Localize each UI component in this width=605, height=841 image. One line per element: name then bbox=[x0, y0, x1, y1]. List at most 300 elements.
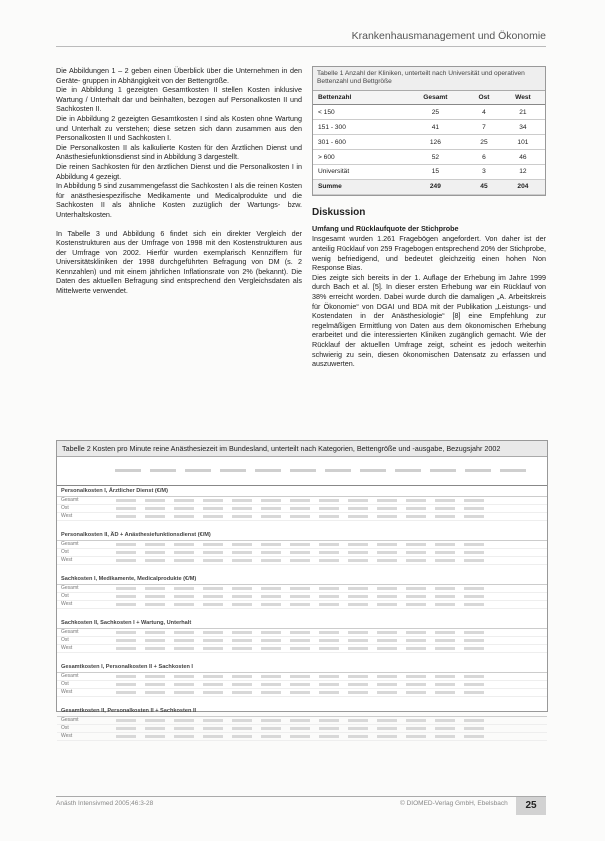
table2-cell bbox=[406, 587, 426, 590]
table-row bbox=[57, 673, 547, 681]
table2-cell bbox=[261, 543, 281, 546]
table2-cell bbox=[319, 559, 339, 562]
table1-header: Bettenzahl bbox=[313, 91, 404, 105]
table-cell: > 600 bbox=[313, 150, 404, 165]
table-cell: 301 - 600 bbox=[313, 135, 404, 150]
table2-cell bbox=[406, 675, 426, 678]
paragraph: Dies zeigte sich bereits in der 1. Auflage der Erhebung im Jahre 1999 durch Bach et al. [5]. In dieser ersten Erhebung war ein Rücklauf von 38% erreicht worden. Dabei wurde durch die damaligen „A. Arbeitskreis für Ökonomie“ von DGAI und BDA mit der Publikation „Leistungs- und Kostendaten in der Anästhesiologie“ [8] eine Empfehlung zur regelmäßigen Ermittlung von Daten aus dem ökonomischen Erhebung erarbeitet und die interessierten Kliniken zugänglich gemacht. Wie der Rücklauf der aktuellen Umfrage zeigt, scheint es jedoch weiterhin schwierig zu sein, diesen ökonomischen Datensatz zu erfassen und auszuwerten. bbox=[312, 272, 546, 369]
table2-cell bbox=[319, 691, 339, 694]
table2-row-label: Gesamt bbox=[61, 673, 79, 679]
table2-cell bbox=[232, 691, 252, 694]
table2-cell bbox=[203, 675, 223, 678]
table2-cell bbox=[377, 515, 397, 518]
table2-cell bbox=[261, 675, 281, 678]
table2-cell bbox=[116, 735, 136, 738]
table2-cell bbox=[377, 603, 397, 606]
table2-cell bbox=[348, 587, 368, 590]
table2-cell bbox=[261, 559, 281, 562]
table2-cell bbox=[174, 631, 194, 634]
table2-cell bbox=[145, 559, 165, 562]
table2-cell bbox=[116, 587, 136, 590]
table2-cell bbox=[290, 499, 310, 502]
table2-cell bbox=[464, 507, 484, 510]
footer-citation: Anästh Intensivmed 2005;46:3-28 bbox=[56, 800, 154, 807]
table-row bbox=[57, 541, 547, 549]
table2-cell bbox=[145, 735, 165, 738]
table2-cell bbox=[145, 551, 165, 554]
table2-cell bbox=[116, 559, 136, 562]
table-row bbox=[57, 629, 547, 637]
table2-group-title: Sachkosten I, Medikamente, Medicalprodukte (€/M) bbox=[57, 575, 547, 585]
table2-cell bbox=[290, 587, 310, 590]
table2-cell bbox=[435, 727, 455, 730]
table2-cell bbox=[435, 499, 455, 502]
table2-cell bbox=[290, 691, 310, 694]
table2-cell bbox=[348, 507, 368, 510]
table2-cell bbox=[464, 639, 484, 642]
page-number: 25 bbox=[516, 797, 546, 815]
table2-cell bbox=[348, 719, 368, 722]
table2-cell bbox=[116, 603, 136, 606]
table2-row-label: Gesamt bbox=[61, 585, 79, 591]
paragraph: Die reinen Sachkosten für den ärztlichen Dienst und die Personalkosten I in Abbildung 4 gezeigt. bbox=[56, 161, 302, 181]
table-row bbox=[57, 593, 547, 601]
table-cell: 34 bbox=[501, 120, 545, 135]
table2-cell bbox=[348, 595, 368, 598]
table2-cell bbox=[232, 515, 252, 518]
table2-cell bbox=[261, 595, 281, 598]
table2-cell bbox=[290, 647, 310, 650]
table-row bbox=[313, 165, 545, 180]
table2-cell bbox=[145, 543, 165, 546]
table2-cell bbox=[435, 515, 455, 518]
table-row bbox=[57, 645, 547, 653]
table-cell: 52 bbox=[404, 150, 467, 165]
table2-row-label: Ost bbox=[61, 681, 69, 687]
table2-cell bbox=[464, 559, 484, 562]
table2-cell bbox=[319, 639, 339, 642]
table2-cell bbox=[174, 587, 194, 590]
table2-cell bbox=[232, 647, 252, 650]
table-cell: 25 bbox=[404, 105, 467, 120]
table2-cell bbox=[290, 515, 310, 518]
table-row bbox=[57, 497, 547, 505]
table2-cell bbox=[145, 603, 165, 606]
table-row bbox=[57, 733, 547, 741]
table-cell: 101 bbox=[501, 135, 545, 150]
table2-cell bbox=[290, 543, 310, 546]
table2-cell bbox=[145, 631, 165, 634]
table2-cell bbox=[464, 683, 484, 686]
table2-cell bbox=[319, 507, 339, 510]
table2-cell bbox=[435, 631, 455, 634]
table2-cell bbox=[406, 727, 426, 730]
table2-cell bbox=[203, 587, 223, 590]
table2-cell bbox=[377, 675, 397, 678]
table2-cell bbox=[464, 595, 484, 598]
table2-cell bbox=[464, 727, 484, 730]
table2-cell bbox=[435, 691, 455, 694]
table2-cell bbox=[232, 719, 252, 722]
paragraph: Die Personalkosten II als kalkulierte Kosten für den Ärztlichen Dienst und Anästhesiefunktionsdienst sind in Abbildung 3 dargestellt. bbox=[56, 142, 302, 162]
table2-cell bbox=[290, 559, 310, 562]
table2-cell bbox=[232, 735, 252, 738]
table2-cell bbox=[232, 559, 252, 562]
table2-cell bbox=[232, 499, 252, 502]
table2-cell bbox=[377, 683, 397, 686]
table2-cell bbox=[348, 559, 368, 562]
table2-cell bbox=[232, 683, 252, 686]
table2-cell bbox=[145, 595, 165, 598]
table2-cell bbox=[203, 515, 223, 518]
paragraph: Die in Abbildung 1 gezeigten Gesamtkosten II stellen Kosten inklusive Wartung / Unterhalt dar und beinhalten, bezogen auf Personalkosten II und Sachkosten II. bbox=[56, 85, 302, 114]
table2-cell bbox=[145, 515, 165, 518]
table2-cell bbox=[290, 735, 310, 738]
table2-cell bbox=[290, 507, 310, 510]
table2-cell bbox=[377, 735, 397, 738]
table2-cell bbox=[145, 499, 165, 502]
table2-cell bbox=[290, 639, 310, 642]
table2-cell bbox=[174, 735, 194, 738]
table2-row-label: Ost bbox=[61, 593, 69, 599]
table2-cell bbox=[290, 603, 310, 606]
table2-cell bbox=[145, 639, 165, 642]
table2-cell bbox=[377, 631, 397, 634]
table-cell: Summe bbox=[313, 180, 404, 195]
running-header: Krankenhausmanagement und Ökonomie bbox=[351, 30, 546, 42]
table2-cell bbox=[145, 647, 165, 650]
table2-row-label: Ost bbox=[61, 725, 69, 731]
table2-cell bbox=[348, 515, 368, 518]
table2-cell bbox=[435, 719, 455, 722]
table2-cell bbox=[377, 587, 397, 590]
table2-cell bbox=[435, 559, 455, 562]
table2-row-label: West bbox=[61, 601, 73, 607]
subsection-title: Umfang und Rücklaufquote der Stichprobe bbox=[312, 223, 459, 233]
table2-row-label: West bbox=[61, 513, 73, 519]
table2-cell bbox=[290, 683, 310, 686]
table2-cell bbox=[406, 507, 426, 510]
table2-cell bbox=[261, 631, 281, 634]
table2-cell bbox=[290, 595, 310, 598]
table2-cell bbox=[377, 719, 397, 722]
table2-cell bbox=[464, 691, 484, 694]
table2-cell bbox=[290, 675, 310, 678]
table-row bbox=[313, 105, 545, 120]
paragraph: Die Abbildungen 1 – 2 geben einen Überblick über die Unternehmen in den Geräte- gruppen in Abhängigkeit von der Bettengröße. bbox=[56, 66, 302, 85]
section-title: Diskussion bbox=[312, 207, 366, 219]
table-cell: < 150 bbox=[313, 105, 404, 120]
table2-group bbox=[57, 531, 547, 565]
table2-row-label: Gesamt bbox=[61, 717, 79, 723]
table2-cell bbox=[319, 587, 339, 590]
table2-cell bbox=[406, 719, 426, 722]
table-cell: 25 bbox=[467, 135, 501, 150]
table2-cell bbox=[319, 515, 339, 518]
table-cell: 4 bbox=[467, 105, 501, 120]
table2-cell bbox=[435, 543, 455, 546]
table-cell: 41 bbox=[404, 120, 467, 135]
table1-header: Gesamt bbox=[404, 91, 467, 105]
table-row bbox=[57, 689, 547, 697]
table2-cell bbox=[203, 507, 223, 510]
table2-cell bbox=[435, 639, 455, 642]
table-cell: 6 bbox=[467, 150, 501, 165]
table2-cell bbox=[203, 647, 223, 650]
table2-cell bbox=[174, 727, 194, 730]
table2-cell bbox=[174, 515, 194, 518]
table2-row-label: Ost bbox=[61, 637, 69, 643]
table2-row-label: West bbox=[61, 689, 73, 695]
table2-cell bbox=[464, 551, 484, 554]
table2-row-label: West bbox=[61, 645, 73, 651]
table2-cell bbox=[116, 647, 136, 650]
table2-cell bbox=[174, 507, 194, 510]
table-cell: 45 bbox=[467, 180, 501, 195]
table2-cell bbox=[203, 683, 223, 686]
table-cell: 126 bbox=[404, 135, 467, 150]
table2-cell bbox=[348, 543, 368, 546]
table2-cell bbox=[145, 727, 165, 730]
table-cell: 12 bbox=[501, 165, 545, 180]
table-row bbox=[313, 135, 545, 150]
table2-cell bbox=[406, 603, 426, 606]
table2-cell bbox=[435, 735, 455, 738]
table2-cell bbox=[319, 675, 339, 678]
table2-cell bbox=[435, 647, 455, 650]
paragraph: Insgesamt wurden 1.261 Fragebögen angefordert. Von daher ist der anteilig Rücklauf von 259 Fragebogen entsprechend 20% der Stichprobe, wenig befriedigend, und bedeutet gleichzeitig einen hohen Non Response Bias. bbox=[312, 234, 546, 273]
footer-publisher: © DIOMED-Verlag GmbH, Ebelsbach bbox=[400, 800, 508, 807]
table2-cell bbox=[290, 631, 310, 634]
table2-cell bbox=[435, 675, 455, 678]
table2-cell bbox=[232, 551, 252, 554]
table2-cell bbox=[377, 727, 397, 730]
table2-cell bbox=[406, 499, 426, 502]
table-row bbox=[57, 549, 547, 557]
table2-cell bbox=[319, 735, 339, 738]
table2-cell bbox=[261, 735, 281, 738]
table-row bbox=[57, 585, 547, 593]
table2-cell bbox=[464, 647, 484, 650]
table-cell: Universität bbox=[313, 165, 404, 180]
table2-cell bbox=[464, 499, 484, 502]
table2-cell bbox=[406, 631, 426, 634]
table2-cell bbox=[174, 647, 194, 650]
table-cell: 204 bbox=[501, 180, 545, 195]
table2-row-label: Gesamt bbox=[61, 497, 79, 503]
table2-cell bbox=[203, 727, 223, 730]
table-row bbox=[313, 120, 545, 135]
table2-group-title: Personalkosten II, ÄD + Anästhesiefunktionsdienst (€/M) bbox=[57, 531, 547, 541]
table2-cell bbox=[319, 727, 339, 730]
table1 bbox=[312, 66, 546, 196]
table2-cell bbox=[406, 683, 426, 686]
table2-cell bbox=[377, 507, 397, 510]
table2-cell bbox=[464, 603, 484, 606]
table-row bbox=[57, 557, 547, 565]
table2-cell bbox=[406, 551, 426, 554]
table2-cell bbox=[145, 587, 165, 590]
table2-cell bbox=[174, 559, 194, 562]
table2-cell bbox=[174, 675, 194, 678]
table2-cell bbox=[174, 683, 194, 686]
table2-cell bbox=[174, 543, 194, 546]
table2-cell bbox=[348, 499, 368, 502]
table2-cell bbox=[348, 691, 368, 694]
table2-cell bbox=[145, 683, 165, 686]
table2-cell bbox=[203, 551, 223, 554]
table2-cell bbox=[116, 691, 136, 694]
table2-cell bbox=[464, 587, 484, 590]
table2-cell bbox=[290, 719, 310, 722]
table2-cell bbox=[406, 691, 426, 694]
table2-cell bbox=[464, 719, 484, 722]
table2-cell bbox=[261, 647, 281, 650]
table2-cell bbox=[203, 639, 223, 642]
table-row bbox=[57, 601, 547, 609]
table2-cell bbox=[232, 543, 252, 546]
table2-cell bbox=[203, 595, 223, 598]
header-rule bbox=[56, 46, 546, 47]
table2-cell bbox=[232, 631, 252, 634]
table2-cell bbox=[203, 691, 223, 694]
table2-cell bbox=[116, 543, 136, 546]
table2-cell bbox=[174, 595, 194, 598]
footer-rule bbox=[56, 796, 546, 797]
table2-group bbox=[57, 487, 547, 521]
table2-group-title: Sachkosten II, Sachkosten I + Wartung, Unterhalt bbox=[57, 619, 547, 629]
table2-cell bbox=[203, 603, 223, 606]
table2-cell bbox=[145, 507, 165, 510]
table2-cell bbox=[406, 735, 426, 738]
table-row bbox=[313, 150, 545, 165]
table2-cell bbox=[116, 683, 136, 686]
table2-group bbox=[57, 619, 547, 653]
table2-cell bbox=[116, 727, 136, 730]
table-row bbox=[57, 505, 547, 513]
table2-cell bbox=[348, 683, 368, 686]
table2-cell bbox=[464, 735, 484, 738]
table2-cell bbox=[348, 639, 368, 642]
table-cell: 21 bbox=[501, 105, 545, 120]
table2-cell bbox=[377, 559, 397, 562]
table2-row-label: West bbox=[61, 733, 73, 739]
table2-cell bbox=[348, 727, 368, 730]
table2-cell bbox=[116, 515, 136, 518]
table-row bbox=[57, 717, 547, 725]
table2-cell bbox=[319, 631, 339, 634]
table-row-sum bbox=[313, 180, 545, 195]
table2-cell bbox=[174, 499, 194, 502]
table2-cell bbox=[464, 515, 484, 518]
table2-cell bbox=[377, 543, 397, 546]
table2-cell bbox=[174, 603, 194, 606]
table2-cell bbox=[319, 595, 339, 598]
table2-cell bbox=[406, 639, 426, 642]
table2-caption: Tabelle 2 Kosten pro Minute reine Anästhesiezeit im Bundesland, unterteilt nach Kategorien, Bettengröße und -ausgabe, Bezugsjahr 2002 bbox=[57, 441, 547, 457]
table2-cell bbox=[261, 639, 281, 642]
table2-cell bbox=[464, 631, 484, 634]
table2-cell bbox=[116, 551, 136, 554]
table2-cell bbox=[406, 515, 426, 518]
table2-cell bbox=[319, 719, 339, 722]
table2-cell bbox=[464, 543, 484, 546]
table1-header: West bbox=[501, 91, 545, 105]
table2-cell bbox=[435, 603, 455, 606]
table2-cell bbox=[435, 683, 455, 686]
paragraph: Die in Abbildung 2 gezeigten Gesamtkosten I sind als Kosten ohne Wartung und Unterhalt zu verstehen; diese setzen sich dann zusammen aus den Personalkosten II und Sachkosten I. bbox=[56, 113, 302, 143]
table2-cell bbox=[261, 515, 281, 518]
table-row bbox=[57, 637, 547, 645]
table2-cell bbox=[319, 543, 339, 546]
table2-cell bbox=[406, 647, 426, 650]
table2-cell bbox=[145, 691, 165, 694]
table2-cell bbox=[464, 675, 484, 678]
table1-header: Ost bbox=[467, 91, 501, 105]
table2-cell bbox=[261, 691, 281, 694]
table2-cell bbox=[174, 691, 194, 694]
table-cell: 249 bbox=[404, 180, 467, 195]
table2-cell bbox=[319, 683, 339, 686]
table-row bbox=[57, 513, 547, 521]
table2-cell bbox=[377, 647, 397, 650]
table2-cell bbox=[319, 603, 339, 606]
table-row bbox=[57, 725, 547, 733]
table2-row-label: Gesamt bbox=[61, 541, 79, 547]
table2-cell bbox=[174, 551, 194, 554]
table2-cell bbox=[435, 507, 455, 510]
table2-cell bbox=[261, 603, 281, 606]
table2-cell bbox=[232, 727, 252, 730]
table2-cell bbox=[406, 595, 426, 598]
table2-cell bbox=[377, 551, 397, 554]
table2-cell bbox=[261, 551, 281, 554]
table2-cell bbox=[435, 551, 455, 554]
table2-cell bbox=[261, 719, 281, 722]
table2 bbox=[56, 440, 548, 739]
table2-cell bbox=[116, 595, 136, 598]
table2-cell bbox=[116, 631, 136, 634]
table2-cell bbox=[261, 727, 281, 730]
right-column bbox=[312, 66, 546, 369]
paragraph: In Abbildung 5 sind zusammengefasst die Sachkosten I als die reinen Kosten für anästhesiespezifische Medikamente und Medicalprodukte und die Sachkosten II als ähnliche Kosten zuzüglich der Wartungs- bzw. Unterhaltskosten. bbox=[56, 181, 302, 219]
table2-cell bbox=[319, 499, 339, 502]
table2-row-label: Ost bbox=[61, 549, 69, 555]
table2-cell bbox=[261, 499, 281, 502]
table2-cell bbox=[319, 647, 339, 650]
table2-cell bbox=[203, 719, 223, 722]
table2-cell bbox=[290, 551, 310, 554]
table2-cell bbox=[261, 683, 281, 686]
table2-cell bbox=[348, 551, 368, 554]
table2-group bbox=[57, 663, 547, 697]
table2-column-headers bbox=[57, 465, 547, 486]
table2-cell bbox=[203, 735, 223, 738]
table2-cell bbox=[232, 507, 252, 510]
table2-cell bbox=[435, 587, 455, 590]
table2-cell bbox=[377, 595, 397, 598]
table2-cell bbox=[261, 507, 281, 510]
table2-cell bbox=[174, 719, 194, 722]
table2-row-label: Gesamt bbox=[61, 629, 79, 635]
table2-cell bbox=[319, 551, 339, 554]
table2-group-title: Personalkosten I, Ärztlicher Dienst (€/M) bbox=[57, 487, 547, 497]
table-cell: 7 bbox=[467, 120, 501, 135]
table-cell: 46 bbox=[501, 150, 545, 165]
table2-cell bbox=[348, 675, 368, 678]
table2-cell bbox=[174, 639, 194, 642]
table2-cell bbox=[261, 587, 281, 590]
